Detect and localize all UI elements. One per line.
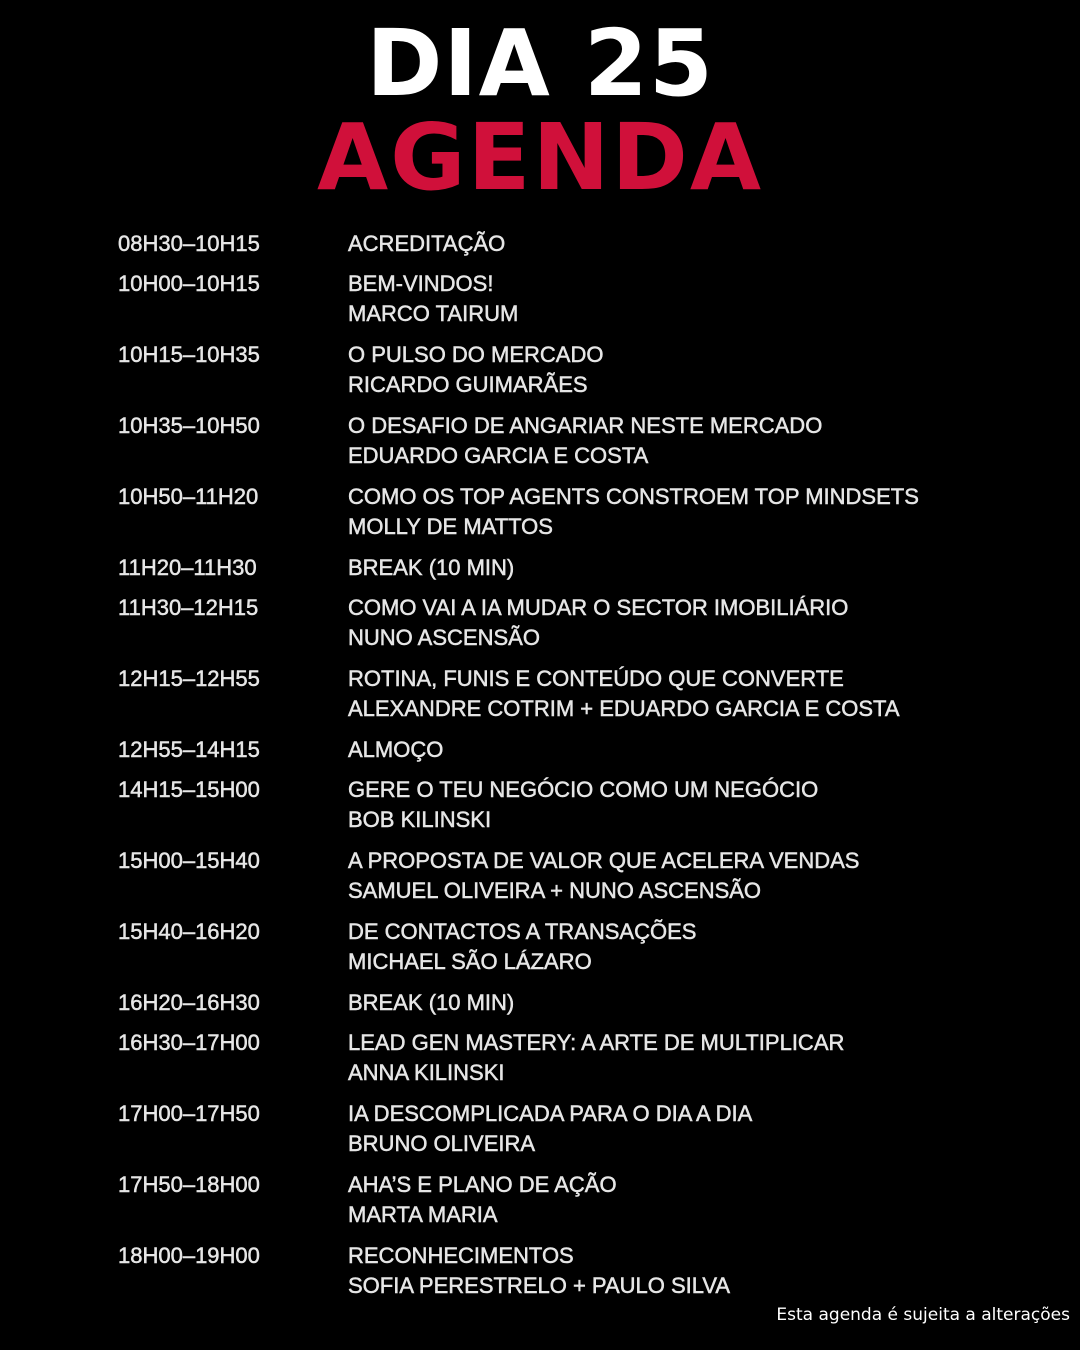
agenda-time: 14H15–15H00 (118, 777, 260, 802)
agenda-session (348, 735, 1018, 775)
agenda-title: AGENDA (316, 104, 764, 211)
agenda-time: 12H55–14H15 (118, 737, 260, 762)
agenda-row (118, 775, 1018, 846)
agenda-session (348, 988, 1018, 1028)
session-speaker: BRUNO OLIVEIRA (348, 1131, 536, 1156)
agenda-row (118, 1241, 1018, 1312)
agenda-session (348, 1028, 1018, 1099)
agenda-time: 17H00–17H50 (118, 1101, 260, 1126)
agenda-row (118, 664, 1018, 735)
session-title: BREAK (10 MIN) (348, 990, 515, 1015)
agenda-row (118, 340, 1018, 411)
agenda-session (348, 775, 1018, 846)
session-title: IA DESCOMPLICADA PARA O DIA A DIA (348, 1101, 753, 1126)
session-title: ALMOÇO (348, 737, 444, 762)
session-speaker: RICARDO GUIMARÃES (348, 372, 588, 397)
agenda-row (118, 553, 1018, 593)
agenda-session (348, 1099, 1018, 1170)
session-title: O PULSO DO MERCADO (348, 342, 604, 367)
agenda-session (348, 411, 1018, 482)
session-title: ACREDITAÇÃO (348, 231, 506, 256)
session-speaker: EDUARDO GARCIA E COSTA (348, 443, 649, 468)
session-speaker: NUNO ASCENSÃO (348, 625, 540, 650)
agenda-row (118, 917, 1018, 988)
agenda-session (348, 664, 1018, 735)
agenda-list (118, 229, 1018, 1312)
agenda-session (348, 553, 1018, 593)
agenda-time: 17H50–18H00 (118, 1172, 260, 1197)
day-title: DIA 25 (366, 10, 714, 117)
session-title: O DESAFIO DE ANGARIAR NESTE MERCADO (348, 413, 823, 438)
agenda-time: 08H30–10H15 (118, 231, 260, 256)
session-speaker: SOFIA PERESTRELO + PAULO SILVA (348, 1273, 731, 1298)
agenda-row (118, 593, 1018, 664)
agenda-row (118, 1170, 1018, 1241)
session-title: BEM-VINDOS! (348, 271, 494, 296)
agenda-row (118, 846, 1018, 917)
agenda-row (118, 1028, 1018, 1099)
agenda-time: 10H50–11H20 (118, 484, 259, 509)
agenda-time: 15H40–16H20 (118, 919, 260, 944)
agenda-time: 10H35–10H50 (118, 413, 260, 438)
agenda-time: 18H00–19H00 (118, 1243, 260, 1268)
agenda-row (118, 229, 1018, 269)
session-title: DE CONTACTOS A TRANSAÇÕES (348, 919, 697, 944)
session-title: GERE O TEU NEGÓCIO COMO UM NEGÓCIO (348, 777, 819, 802)
agenda-time: 15H00–15H40 (118, 848, 260, 873)
session-speaker: BOB KILINSKI (348, 807, 492, 832)
session-title: COMO VAI A IA MUDAR O SECTOR IMOBILIÁRIO (348, 595, 849, 620)
agenda-row (118, 1099, 1018, 1170)
agenda-time: 16H20–16H30 (118, 990, 260, 1015)
agenda-row (118, 269, 1018, 340)
session-speaker: MARTA MARIA (348, 1202, 498, 1227)
agenda-time: 10H00–10H15 (118, 271, 260, 296)
agenda-time: 11H20–11H30 (118, 555, 257, 580)
session-speaker: MOLLY DE MATTOS (348, 514, 553, 539)
session-title: ROTINA, FUNIS E CONTEÚDO QUE CONVERTE (348, 666, 844, 691)
agenda-row (118, 482, 1018, 553)
session-title: A PROPOSTA DE VALOR QUE ACELERA VENDAS (348, 848, 860, 873)
agenda-row (118, 988, 1018, 1028)
agenda-session (348, 846, 1018, 917)
agenda-session (348, 269, 1018, 340)
session-title: BREAK (10 MIN) (348, 555, 515, 580)
session-speaker: SAMUEL OLIVEIRA + NUNO ASCENSÃO (348, 878, 762, 903)
agenda-time: 10H15–10H35 (118, 342, 260, 367)
session-title: COMO OS TOP AGENTS CONSTROEM TOP MINDSETS (348, 484, 919, 509)
agenda-session (348, 917, 1018, 988)
agenda-time: 16H30–17H00 (118, 1030, 260, 1055)
agenda-row (118, 735, 1018, 775)
session-speaker: ALEXANDRE COTRIM + EDUARDO GARCIA E COSTA (348, 696, 900, 721)
session-title: AHA’S E PLANO DE AÇÃO (348, 1172, 617, 1197)
agenda-session (348, 1241, 1018, 1312)
session-speaker: MICHAEL SÃO LÁZARO (348, 949, 592, 974)
agenda-session (348, 593, 1018, 664)
agenda-time: 12H15–12H55 (118, 666, 260, 691)
session-title: LEAD GEN MASTERY: A ARTE DE MULTIPLICAR (348, 1030, 845, 1055)
agenda-row (118, 411, 1018, 482)
agenda-session (348, 229, 1018, 269)
agenda-session (348, 340, 1018, 411)
agenda-time: 11H30–12H15 (118, 595, 259, 620)
agenda-session (348, 1170, 1018, 1241)
agenda-session (348, 482, 1018, 553)
session-speaker: MARCO TAIRUM (348, 301, 519, 326)
session-title: RECONHECIMENTOS (348, 1243, 574, 1268)
disclaimer-note: Esta agenda é sujeita a alterações (776, 1305, 1070, 1325)
session-speaker: ANNA KILINSKI (348, 1060, 505, 1085)
